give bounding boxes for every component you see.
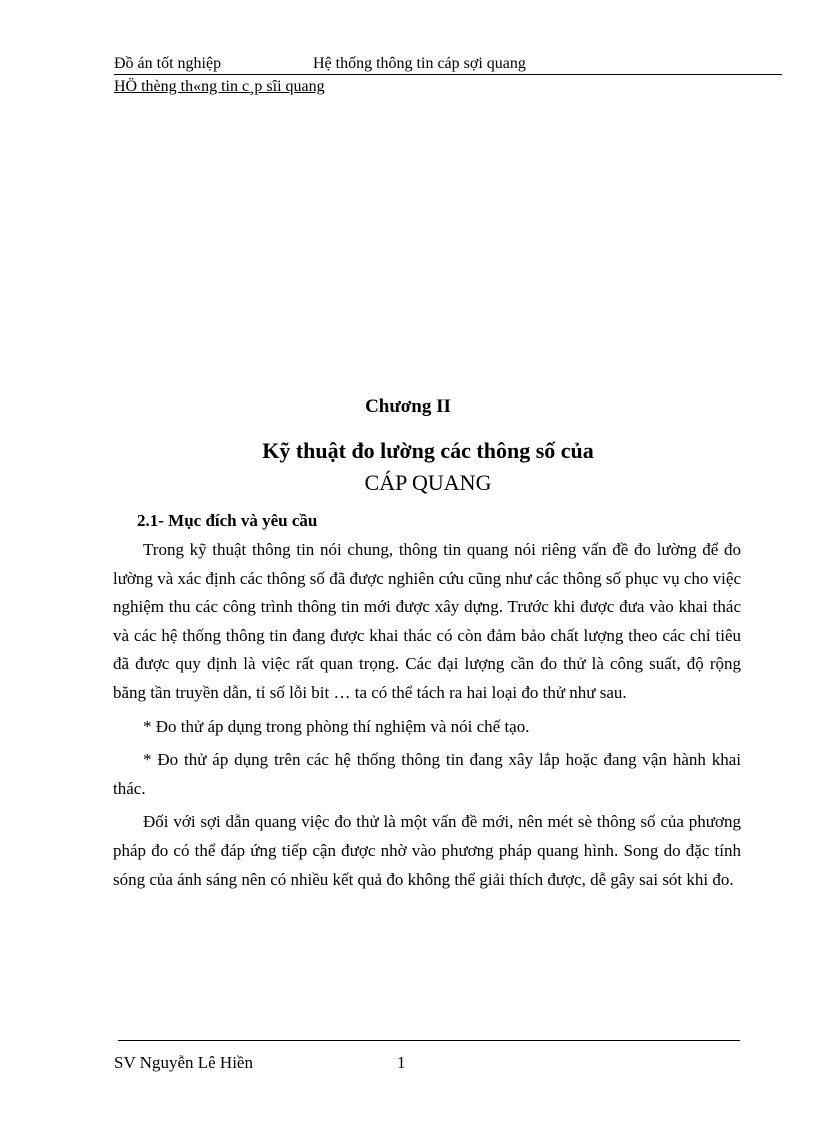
bullet-paragraph: * Đo thử áp dụng trong phòng thí nghiệm và nói chế tạo. <box>143 716 530 736</box>
paragraph: Trong kỹ thuật thông tin nói chung, thông tin quang nói riêng vấn đề đo lường để đo lường và xác định các thông số đã được nghiên cứu cũng như các thông số phục vụ cho việc nghiệm thu các công trình thông tin mới được xây dựng. Trước khi được đưa vào khai thác và các hệ thống thông tin đang được khai thác có còn đảm bảo chất lượng theo các chỉ tiêu đã được quy định là việc rất quan trọng. Các đại lượng cần đo thử là công suất, độ rộng băng tần truyền dẫn, tỉ số lỗi bit … ta có thể tách ra hai loại đo thử như sau. <box>113 540 741 702</box>
footer-student-name: SV Nguyễn Lê Hiền <box>114 1053 253 1072</box>
chapter-title-line2: CÁP QUANG <box>364 470 492 495</box>
running-header <box>114 54 782 75</box>
chapter-title-line1: Kỹ thuật đo lường các thông số của <box>262 438 594 463</box>
paragraph: Đối với sợi dẫn quang việc đo thử là một vấn đề mới, nên mét sè thông số của phương pháp đo có thể đáp ứng tiếp cận được nhờ vào phương pháp quang hình. Song do đặc tính sóng của ánh sáng nên có nhiều kết quả đo không thể giải thích được, dễ gây sai sót khi đo. <box>113 812 741 889</box>
bullet-paragraph: * Đo thử áp dụng trên các hệ thống thông tin đang xây lắp hoặc đang vận hành khai thác. <box>113 750 741 798</box>
section-heading: 2.1- Mục đích và yêu cầu <box>137 511 318 530</box>
footer-divider <box>118 1040 740 1041</box>
header-doc-type: Đồ án tốt nghiệp <box>114 55 222 72</box>
page-number: 1 <box>397 1053 406 1072</box>
body-text <box>113 536 741 894</box>
header-garbled-line: HÖ thèng th«ng tin c¸p sîi quang <box>114 78 325 95</box>
header-topic: Hệ thống thông tin cáp sợi quang <box>313 55 526 72</box>
chapter-label: Chương II <box>365 396 451 417</box>
